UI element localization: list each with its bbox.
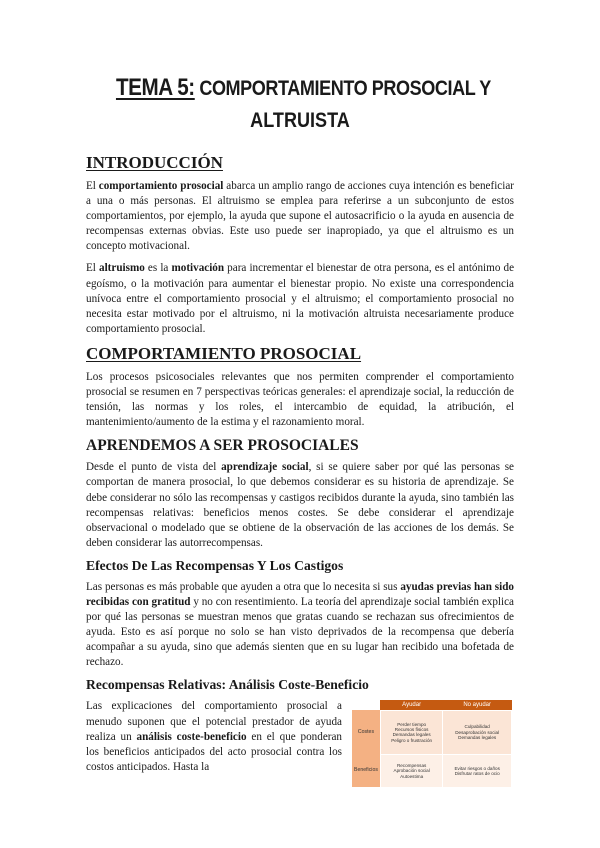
table-cell-beneficios-no-ayudar: Evitar riesgos o daños Disfrutar ratos de ocio [443,754,512,787]
table-rowhead-beneficios: Beneficios [352,754,380,787]
table-header-no-ayudar: No ayudar [443,700,512,710]
paragraph-recompensas-1: Las explicaciones del comportamiento prosocial a menudo suponen que el potencial prestador de ayuda realiza un análisis coste-beneficio en el que ponderan los beneficios anticipados del acto prosocial contra los costos anticipados. Hasta la [86,700,342,773]
paragraph-prosocial-1: Los procesos psicosociales relevantes que nos permiten comprender el comportamiento prosocial se resumen en 7 perspectivas teóricas generales: el aprendizaje social, la reducción de tensión, las normas y los roles, el intercambio de equidad, la atribución, el mantenimiento/aumento de la estima y el razonamiento moral. [86,370,514,429]
table-cell-beneficios-ayudar: Recompensas Aprobación social Autoestima [380,754,442,787]
title-line-1 [115,74,491,102]
title-prefix: TEMA 5: [115,74,195,101]
title-main: COMPORTAMIENTO PROSOCIAL Y [194,77,491,100]
title-line-2: ALTRUISTA [250,109,350,132]
paragraph-efectos-1: Las personas es más probable que ayuden a otra que lo necesita si sus ayudas previas han sido recibidas con gratitud y no con resentimiento. La teoría del aprendizaje social también explica por qué las personas se muestran menos que gratas cuando se rechazan sus ofrecimientos de ayuda. Esto es así porque no solo se han visto deprivados de la recompensa que debería acompañar a su ayuda, sino que además sienten que en su lugar han recibido una bofetada de rechazo. [86,580,514,669]
paragraph-intro-1: El comportamiento prosocial abarca un amplio rango de acciones cuya intención es beneficiar a una o más personas. El altruismo se emplea para referirse a un subconjunto de estos comportamientos, por ejemplo, la ayuda que supone el autosacrificio o la ayuda en ausencia de recompensas externas obvias. Este uso puede ser inapropiado, ya que el altruismo es un concepto motivacional. [86,180,514,253]
table-corner [352,700,380,710]
heading-comportamiento-prosocial: COMPORTAMIENTO PROSOCIAL [86,343,362,363]
table-cell-costes-ayudar: Perder tiempo Recursos físicos Demandas legales Peligro o frustración [380,710,442,754]
heading-recompensas-relativas: Recompensas Relativas: Análisis Coste-Beneficio [86,677,369,693]
heading-introduccion: INTRODUCCIÓN [86,153,223,172]
table-header-ayudar: Ayudar [380,700,442,710]
heading-efectos: Efectos De Las Recompensas Y Los Castigos [86,557,344,573]
page-title [86,0,514,133]
cost-benefit-section [86,699,514,788]
table-cell-costes-no-ayudar: Culpabilidad Desaprobación social Demandas legales [443,710,512,754]
cost-benefit-table [352,700,512,788]
paragraph-aprendemos-1: Desde el punto de vista del aprendizaje social, si se quiere saber por qué las personas se comportan de manera prosocial, lo que debemos considerar es su historia de aprendizaje. Se debe considerar no sólo las recompensas y castigos recibidos durante la ayuda, sino también las recompensas relativas: beneficios menos costes. Se debe considerar el aprendizaje observacional o modelado que se obtiene de la observación de las acciones de los demás. Se deben considerar las autorrecompensas. [86,461,514,549]
table-rowhead-costes: Costes [352,710,380,754]
heading-aprendemos: APRENDEMOS A SER PROSOCIALES [86,437,359,455]
paragraph-intro-2: El altruismo es la motivación para incrementar el bienestar de otra persona, es el antónimo de egoísmo, o la motivación para aumentar el bienestar propio. No existe una correspondencia unívoca entre el comportamiento prosocial y el altruismo; el comportamiento prosocial no necesita estar motivado por el altruismo, ni la motivación altruista necesariamente produce comportamiento prosocial. [86,262,515,335]
